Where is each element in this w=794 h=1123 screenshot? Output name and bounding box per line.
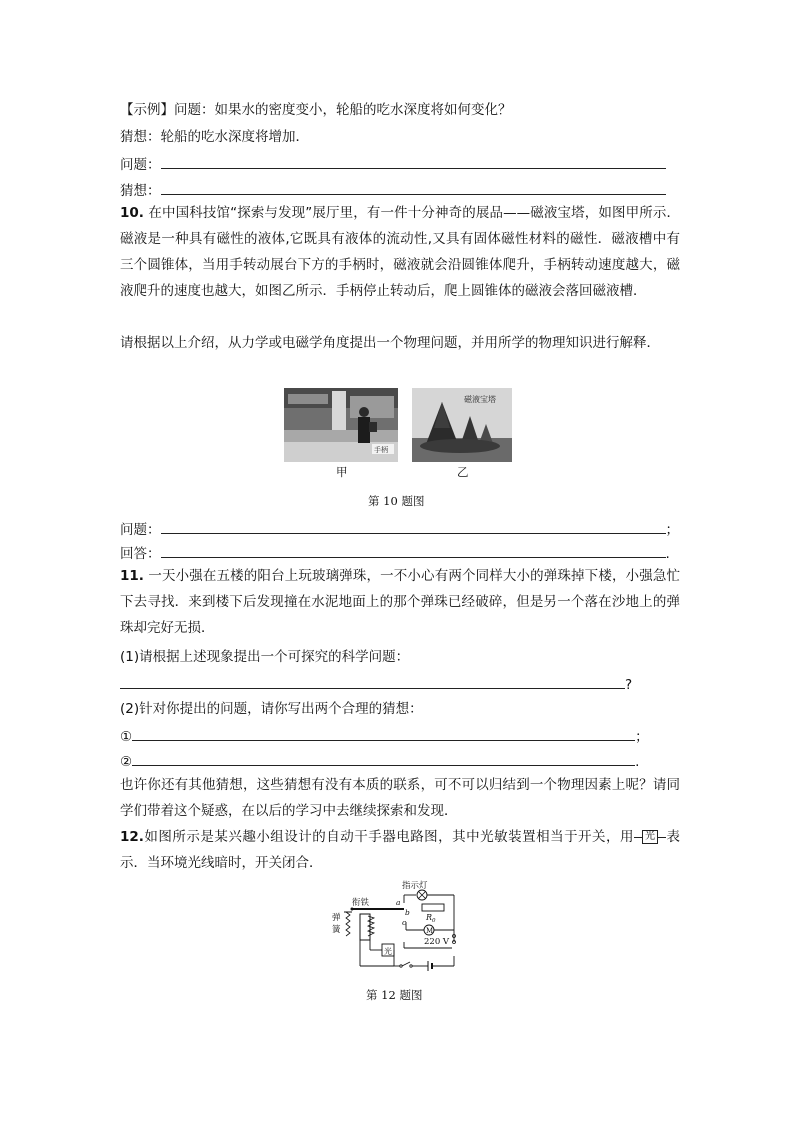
voltage-label: 220 V [424,937,450,947]
q11-guess1-end: ； [635,729,649,745]
question-label: 问题： [120,157,161,173]
q10-number: 10. [120,205,144,221]
contact-a-label: a [396,898,401,907]
r0-label: $R_0$ [426,913,436,924]
resistor-r0 [422,904,444,911]
q10-photo-b-title: 磁液宝塔 [464,395,496,404]
q10-photo-a-label: 甲 [336,465,348,479]
q11-number: 11. [120,568,144,584]
q10-text: 在中国科技馆“探索与发现”展厅里，有一件十分神奇的展品——磁液宝塔，如图甲所示．磁液是一种具有磁性的液体,它既具有液体的流动性,又具有固体磁性材料的磁性．磁液槽中有三个圆锥体，当用手转动展台下方的手柄时，磁液就会沿圆锥体爬升，手柄转动速度越大，磁液爬升的速度也越大，如图乙所示．手柄停止转动后，爬上圆锥体的磁液会落回磁液槽． [120,205,680,299]
q11-guess1-mark: ① [120,729,133,745]
contact-b-label: b [405,908,410,917]
q12-number: 12. [120,829,144,845]
q10-photo-b-label: 乙 [457,465,469,479]
q11-guess2-blank[interactable] [132,751,635,766]
example-guess: 猜想：轮船的吃水深度将增加． [120,129,309,145]
q10-answer-end: . [665,546,670,562]
example-question-blank-line [120,154,666,174]
example-question [120,101,512,119]
q11-part2: (2)针对你提出的问题，请你写出两个合理的猜想： [120,701,423,717]
q10-stem [120,200,680,304]
example-label: 【示例】 [120,102,174,118]
q11-guess1-line [120,726,649,746]
q10-figure-caption: 第 10 题图 [368,494,425,508]
example-guess-blank-line [120,180,666,200]
q10-answer-blank-line [120,543,670,563]
guess-answer-blank[interactable] [161,180,666,195]
q10-question-end: ； [665,522,679,538]
guess-label: 猜想： [120,183,161,199]
q10-answer-blank[interactable] [161,543,666,558]
q10-photo-b [412,388,512,462]
indicator-lamp-label: 指示灯 [402,881,428,891]
q11-text: 一天小强在五楼的阳台上玩玻璃弹珠，一不小心有两个同样大小的弹珠掉下楼，小强急忙下去寻找．来到楼下后发现撞在水泥地面上的那个弹珠已经破碎，但是另一个落在沙地上的弹珠却完好无损． [120,568,680,636]
light-switch-lead [658,837,666,838]
q11-guess1-blank[interactable] [132,726,635,741]
spring-label-1: 弹 [332,913,341,923]
q11-part1-blank[interactable] [120,674,625,689]
light-sensor-label: 光 [384,947,392,956]
q10-photo-a-sign: 手柄 [374,446,388,454]
q11-part1-end: ? [625,677,633,693]
question-answer-blank[interactable] [161,154,666,169]
q12-text-b: 表示．当环境光线暗时，开关闭合． [120,829,681,871]
spring-coil [346,912,350,936]
light-switch-lead [634,837,642,838]
q11-part1: (1)请根据上述现象提出一个可探究的科学问题： [120,649,410,665]
motor-label: M [426,927,434,935]
control-switch [402,962,410,966]
q11-stem [120,563,680,641]
q12-stem [120,824,680,876]
q10-question-label: 问题： [120,522,161,538]
q10-prompt: 请根据以上介绍，从力学或电磁学角度提出一个物理问题，并用所学的物理知识进行解释． [120,335,660,351]
q11-guess2-mark: ② [120,754,133,770]
q11-closing: 也许你还有其他猜想，这些猜想有没有本质的联系，可不可以归结到一个物理因素上呢？请同学们带着这个疑惑，在以后的学习中去继续探索和发现． [120,777,680,819]
q10-answer-label: 回答： [120,546,161,562]
spring-label-2: 簧 [332,925,341,935]
q10-question-blank[interactable] [161,519,666,534]
q11-guess2-end: . [635,754,640,770]
light-switch-symbol: 光 [642,830,658,844]
example-question-text: 问题：如果水的密度变小，轮船的吃水深度将如何变化？ [174,102,512,118]
q12-circuit-diagram [330,878,470,972]
q10-question-blank-line [120,519,679,539]
q12-figure-caption: 第 12 题图 [366,988,423,1002]
q10-photo-a [284,388,398,462]
q12-text-a: 如图所示是某兴趣小组设计的自动干手器电路图，其中光敏装置相当于开关，用 [143,829,635,845]
contact-c-label: c [402,918,407,927]
q11-guess2-line [120,751,639,771]
q11-part1-blank-line [120,674,632,694]
armature-label: 衔铁 [352,898,370,908]
